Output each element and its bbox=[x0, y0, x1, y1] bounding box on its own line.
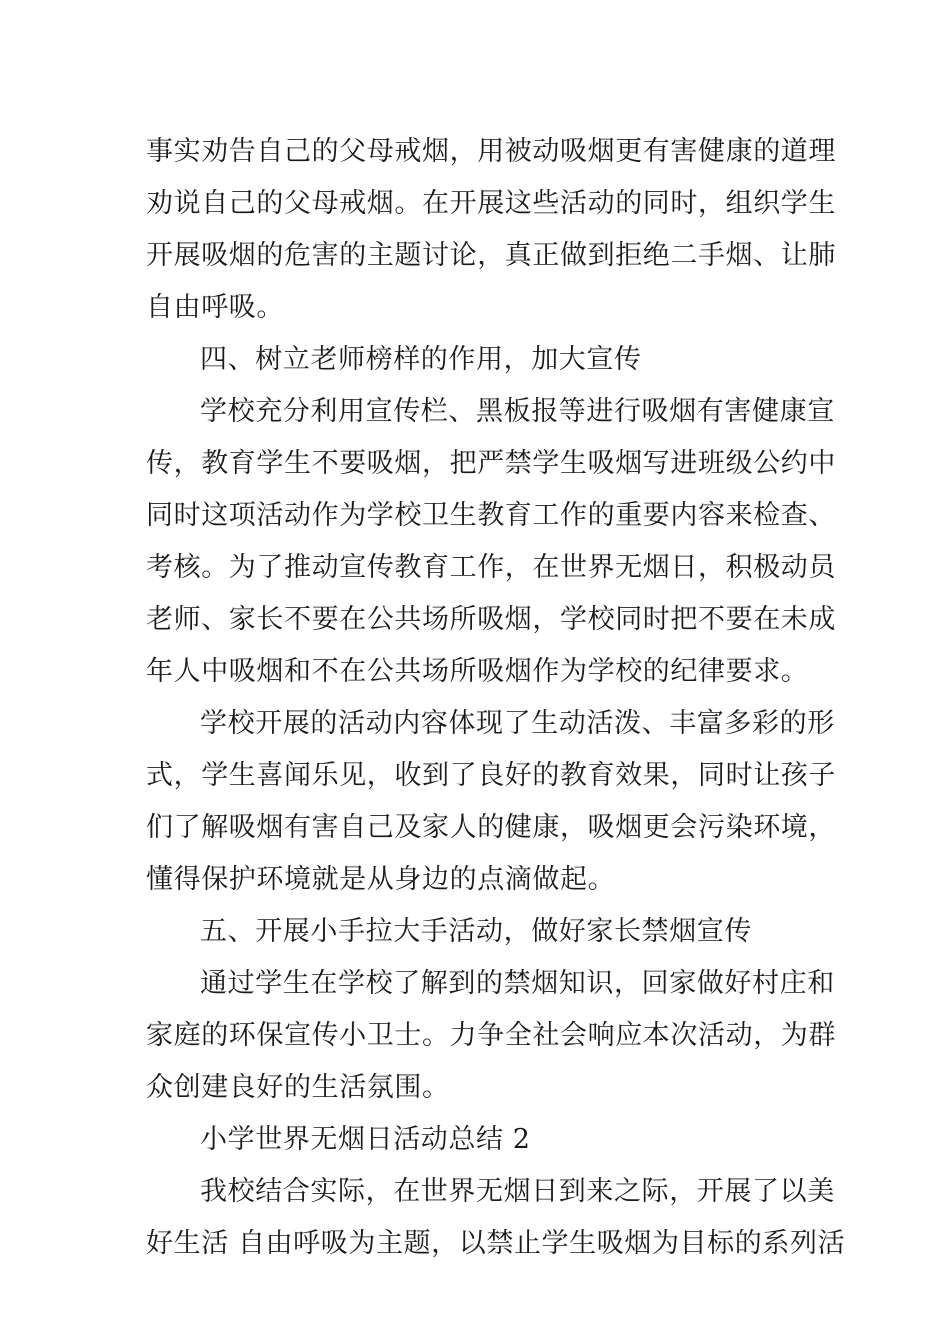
text-line: 们了解吸烟有害自己及家人的健康，吸烟更会污染环境， bbox=[146, 812, 836, 843]
text-line: 开展吸烟的危害的主题讨论，真正做到拒绝二手烟、让肺 bbox=[146, 240, 836, 271]
text-line: 年人中吸烟和不在公共场所吸烟作为学校的纪律要求。 bbox=[146, 656, 809, 687]
section-heading-5: 五、开展小手拉大手活动，做好家长禁烟宣传 bbox=[200, 916, 752, 947]
text-line: 考核。为了推动宣传教育工作，在世界无烟日，积极动员 bbox=[146, 552, 836, 583]
document-body bbox=[146, 126, 846, 1270]
text-line: 众创建良好的生活氛围。 bbox=[146, 1072, 450, 1103]
text-line: 通过学生在学校了解到的禁烟知识，回家做好村庄和 bbox=[200, 968, 835, 999]
text-line: 老师、家长不要在公共场所吸烟，学校同时把不要在未成 bbox=[146, 604, 836, 635]
text-line: 学校充分利用宣传栏、黑板报等进行吸烟有害健康宣 bbox=[200, 396, 835, 427]
text-line: 事实劝告自己的父母戒烟，用被动吸烟更有害健康的道理 bbox=[146, 136, 836, 167]
text-line: 学校开展的活动内容体现了生动活泼、丰富多彩的形 bbox=[200, 708, 835, 739]
text-line: 好生活 自由呼吸为主题，以禁止学生吸烟为目标的系列活 bbox=[146, 1228, 846, 1259]
text-line: 劝说自己的父母戒烟。在开展这些活动的同时，组织学生 bbox=[146, 188, 836, 219]
text-line: 我校结合实际，在世界无烟日到来之际，开展了以美 bbox=[200, 1176, 835, 1207]
text-line: 传，教育学生不要吸烟，把严禁学生吸烟写进班级公约中 bbox=[146, 448, 836, 479]
text-line: 同时这项活动作为学校卫生教育工作的重要内容来检查、 bbox=[146, 500, 836, 531]
section-heading-4: 四、树立老师榜样的作用，加大宣传 bbox=[200, 344, 642, 375]
text-line: 式，学生喜闻乐见，收到了良好的教育效果，同时让孩子 bbox=[146, 760, 836, 791]
text-line: 自由呼吸。 bbox=[146, 292, 284, 323]
text-line: 懂得保护环境就是从身边的点滴做起。 bbox=[146, 864, 616, 895]
summary-title: 小学世界无烟日活动总结 2 bbox=[200, 1124, 531, 1155]
text-line: 家庭的环保宣传小卫士。力争全社会响应本次活动，为群 bbox=[146, 1020, 836, 1051]
